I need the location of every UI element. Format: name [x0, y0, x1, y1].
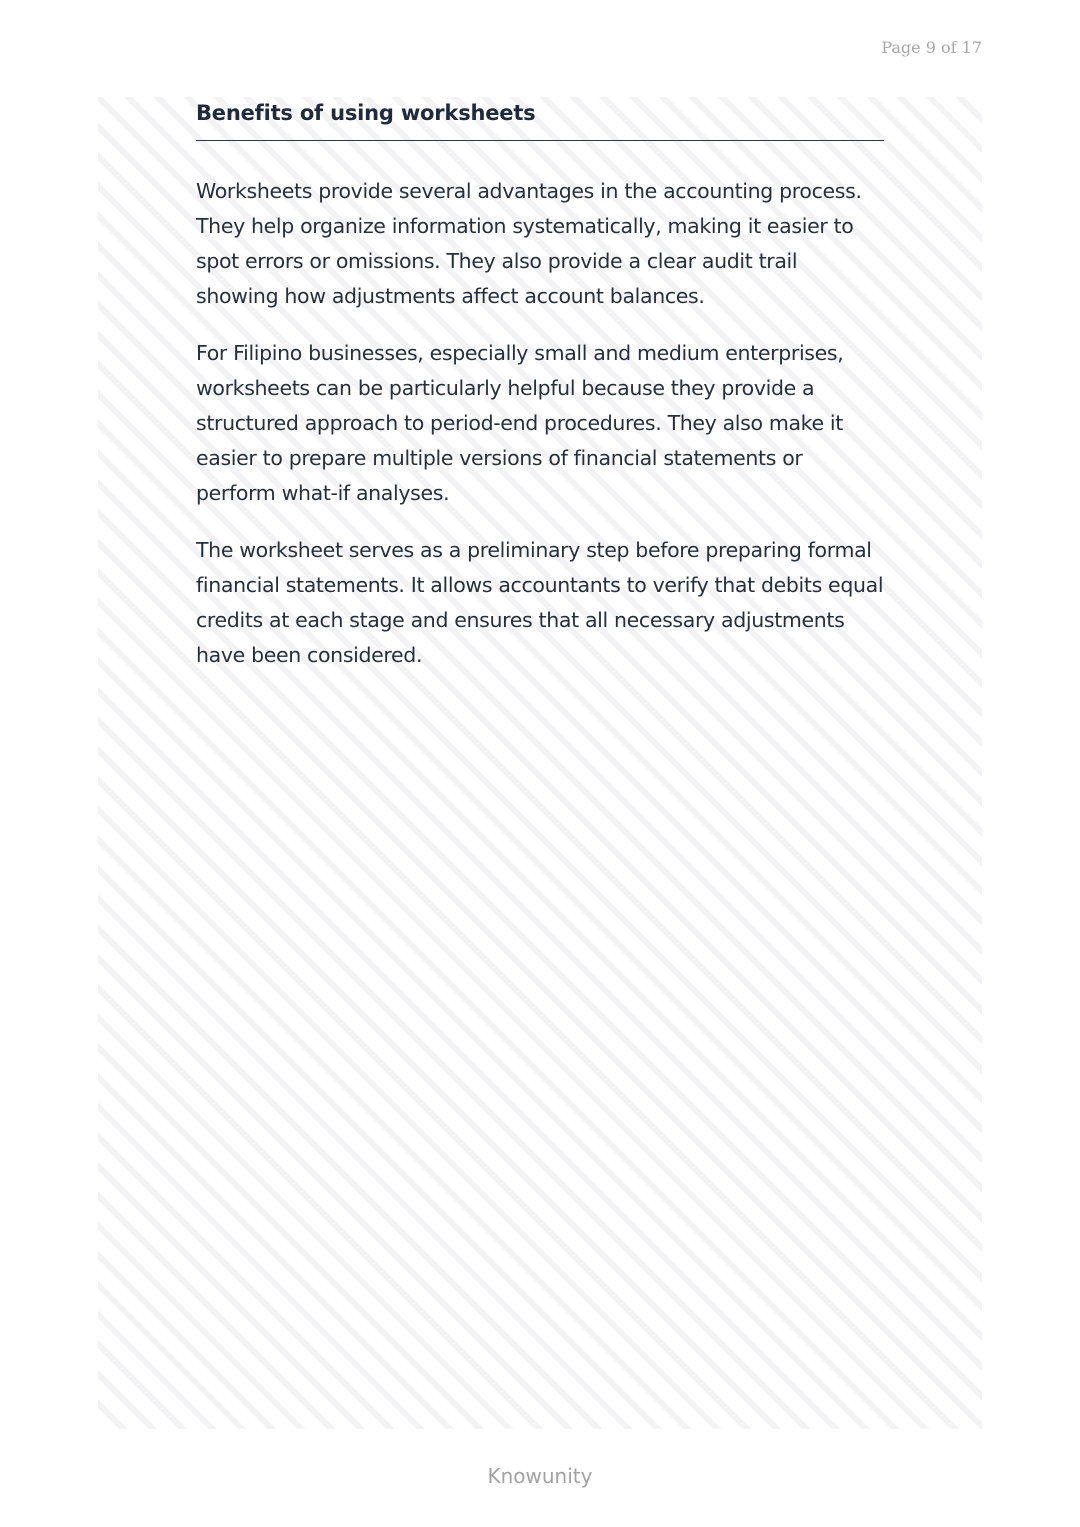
paragraph-preliminary-step: The worksheet serves as a preliminary step before preparing formal financial statements. It allows accountants to verify that debits equal credits at each stage and ensures that all necessary adjustments have been considered. [196, 538, 884, 667]
document-content [196, 97, 884, 695]
paragraph-advantages: Worksheets provide several advantages in the accounting process. They help organize information systematically, making it easier to spot errors or omissions. They also provide a clear audit trail showing how adjustments affect account balances. [196, 179, 862, 308]
paragraph-filipino-businesses: For Filipino businesses, especially small and medium enterprises, worksheets can be particularly helpful because they provide a structured approach to period-end procedures. They also make it easier to prepare multiple versions of financial statements or perform what-if analyses. [196, 341, 844, 505]
section-heading: Benefits of using worksheets [196, 101, 536, 125]
page-number: Page 9 of 17 [881, 38, 982, 57]
footer-brand: Knowunity [487, 1464, 593, 1488]
heading-divider [196, 140, 884, 141]
